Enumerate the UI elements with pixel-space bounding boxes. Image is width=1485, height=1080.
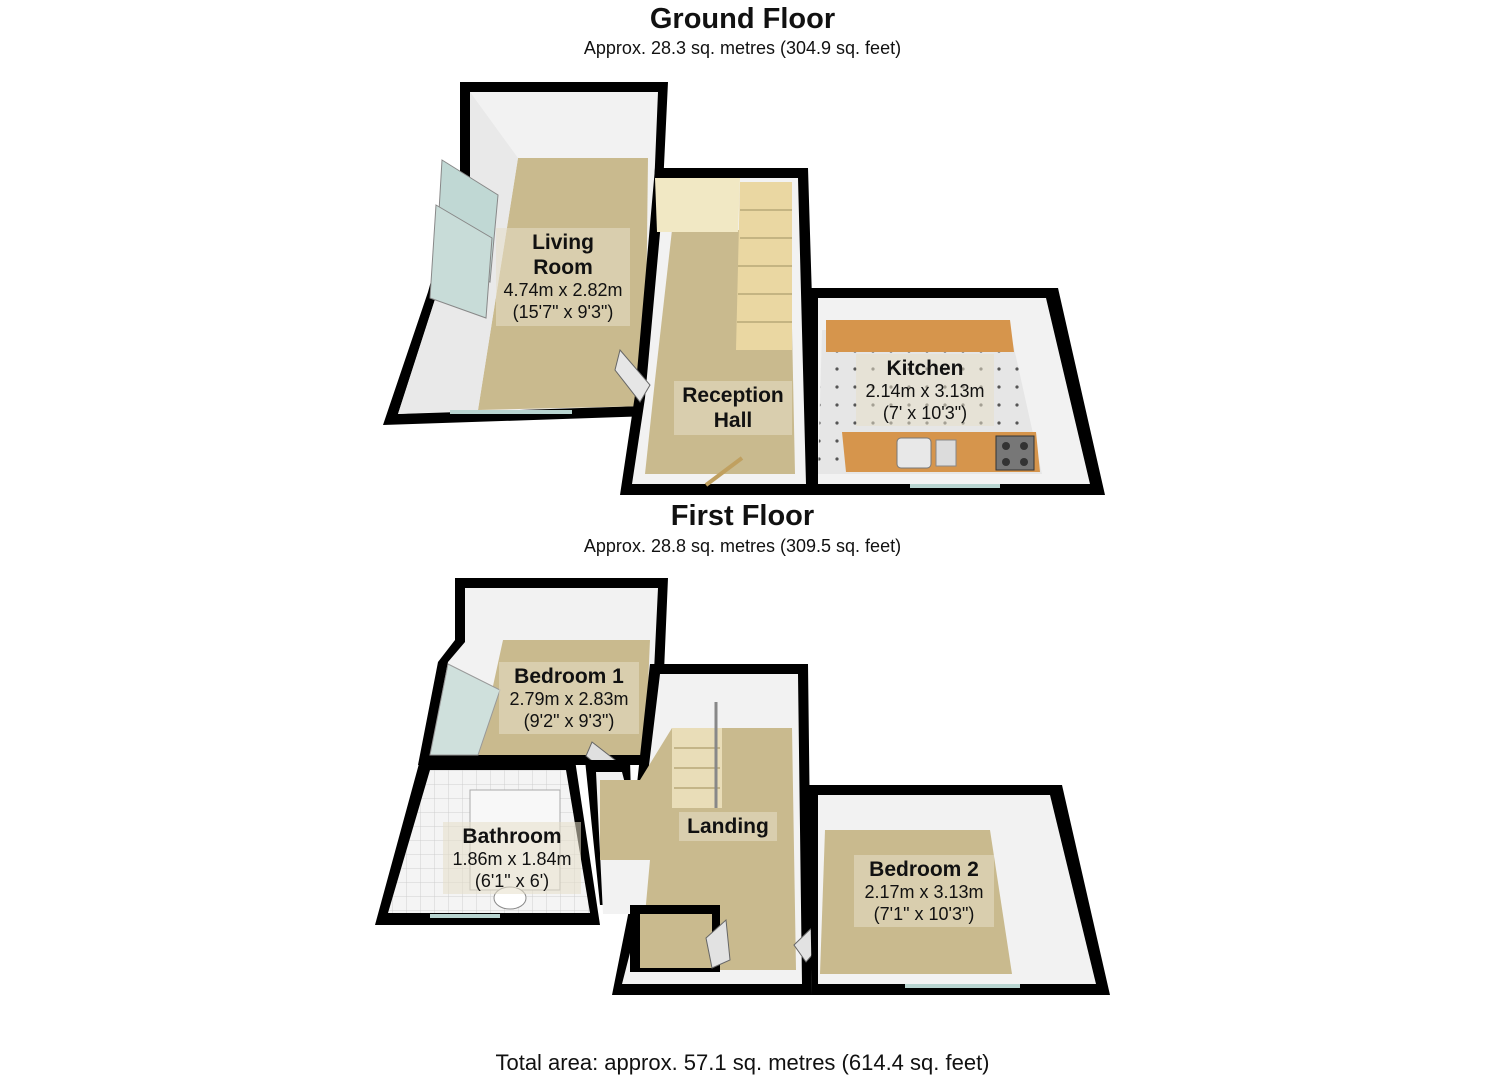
first-floor-title: First Floor [670,500,815,532]
ground-floor-title: Ground Floor [649,3,836,35]
reception-hall-label: Reception Hall [674,381,792,435]
landing-label: Landing [679,812,777,841]
bedroom-1-label: Bedroom 1 2.79m x 2.83m (9'2" x 9'3") [499,662,639,734]
kitchen-label: Kitchen 2.14m x 3.13m (7' x 10'3") [856,354,994,426]
living-room-label: Living Room 4.74m x 2.82m (15'7" x 9'3") [496,228,630,326]
ground-floor-area: Approx. 28.3 sq. metres (304.9 sq. feet) [583,38,902,58]
bedroom-2-label: Bedroom 2 2.17m x 3.13m (7'1" x 10'3") [854,855,994,927]
bathroom-label: Bathroom 1.86m x 1.84m (6'1" x 6') [443,822,581,894]
total-area: Total area: approx. 57.1 sq. metres (614.4 sq. feet) [495,1050,990,1075]
first-floor-area: Approx. 28.8 sq. metres (309.5 sq. feet) [583,536,902,556]
